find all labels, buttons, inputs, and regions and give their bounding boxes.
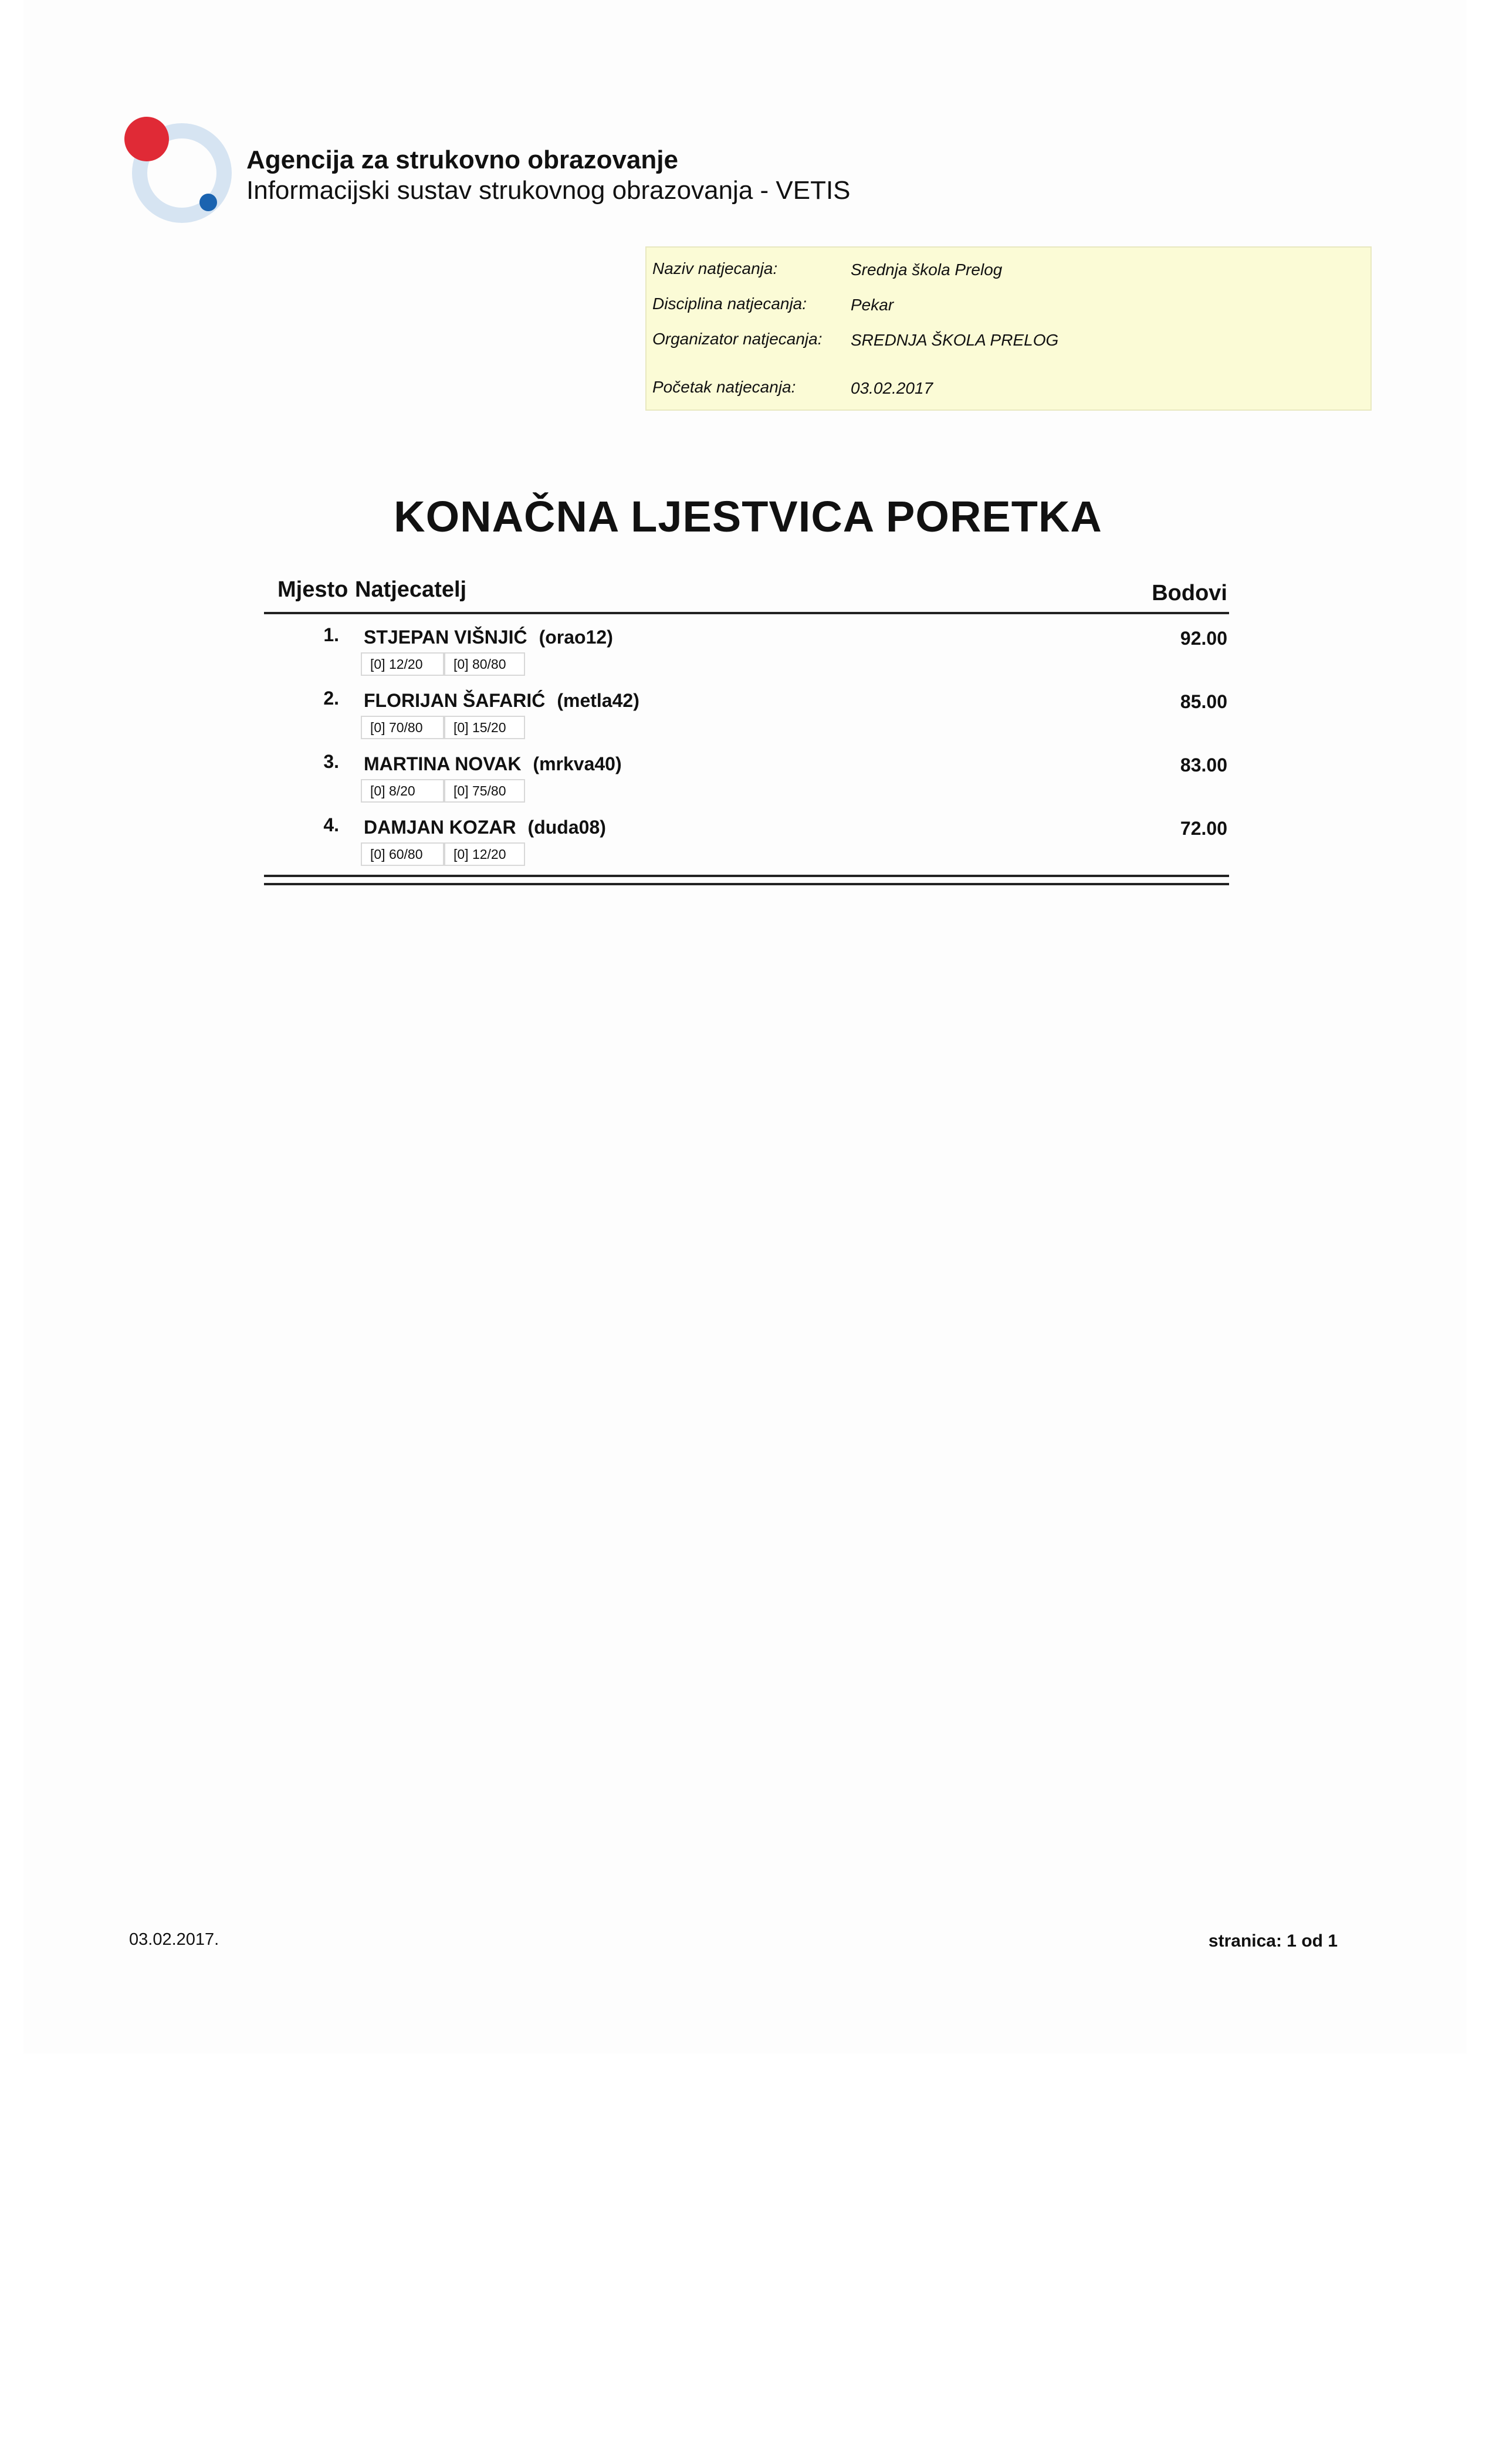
score-box: [0] 70/80 [361, 716, 444, 739]
column-header-competitor: Natjecatelj [355, 577, 467, 602]
table-end-divider [264, 875, 1229, 877]
rank-number: 1. [323, 624, 339, 645]
footer-page-number: stranica: 1 od 1 [1208, 1931, 1338, 1951]
system-name: Informacijski sustav strukovnog obrazovanja - VETIS [246, 176, 851, 205]
score-box: [0] 12/20 [361, 652, 444, 676]
competitor-name-text: STJEPAN VIŠNJIĆ [364, 627, 527, 648]
ranking-row [0, 624, 1496, 688]
info-value: Pekar [851, 296, 894, 314]
info-label: Naziv natjecanja: [652, 259, 778, 277]
info-row-name [647, 259, 1370, 289]
info-row-organizer [647, 330, 1370, 359]
report-title: KONAČNA LJESTVICA PORETKA [394, 492, 1102, 541]
info-row-discipline [647, 295, 1370, 324]
rank-number: 4. [323, 814, 339, 835]
agency-name: Agencija za strukovno obrazovanje [246, 145, 678, 174]
score-box: [0] 80/80 [444, 652, 525, 676]
score-box: [0] 60/80 [361, 842, 444, 866]
competitor-name-text: FLORIJAN ŠAFARIĆ [364, 690, 546, 711]
info-row-start-date [647, 378, 1370, 407]
competitor-points: 85.00 [1180, 691, 1227, 712]
competitor-code: (orao12) [539, 627, 613, 648]
score-box: [0] 12/20 [444, 842, 525, 866]
score-box: [0] 8/20 [361, 779, 444, 803]
score-box: [0] 15/20 [444, 716, 525, 739]
competitor-name [364, 690, 639, 712]
competitor-name [364, 627, 613, 648]
score-box: [0] 75/80 [444, 779, 525, 803]
competitor-name-text: MARTINA NOVAK [364, 753, 522, 774]
competitor-name [364, 817, 606, 838]
competitor-points: 83.00 [1180, 754, 1227, 776]
footer-date: 03.02.2017. [129, 1930, 219, 1949]
competitor-code: (duda08) [527, 817, 606, 838]
rank-number: 3. [323, 751, 339, 772]
competitor-name [364, 753, 622, 775]
info-label: Disciplina natjecanja: [652, 295, 807, 313]
info-label: Organizator natjecanja: [652, 330, 823, 348]
ranking-row [0, 688, 1496, 751]
column-header-place: Mjesto [277, 577, 348, 602]
info-value: SREDNJA ŠKOLA PRELOG [851, 331, 1059, 349]
column-header-points: Bodovi [1152, 581, 1227, 605]
ranking-row [0, 814, 1496, 878]
competitor-code: (metla42) [557, 690, 639, 711]
info-label: Početak natjecanja: [652, 378, 796, 396]
table-end-divider [264, 883, 1229, 885]
header-divider [264, 612, 1229, 614]
info-value: Srednja škola Prelog [851, 260, 1003, 279]
info-value: 03.02.2017 [851, 379, 933, 397]
ranking-row [0, 751, 1496, 814]
rank-number: 2. [323, 688, 339, 709]
agency-logo [123, 114, 235, 226]
competitor-points: 92.00 [1180, 628, 1227, 649]
competitor-code: (mrkva40) [533, 753, 622, 774]
competitor-points: 72.00 [1180, 818, 1227, 839]
competition-info-box [645, 246, 1372, 411]
competitor-name-text: DAMJAN KOZAR [364, 817, 516, 838]
